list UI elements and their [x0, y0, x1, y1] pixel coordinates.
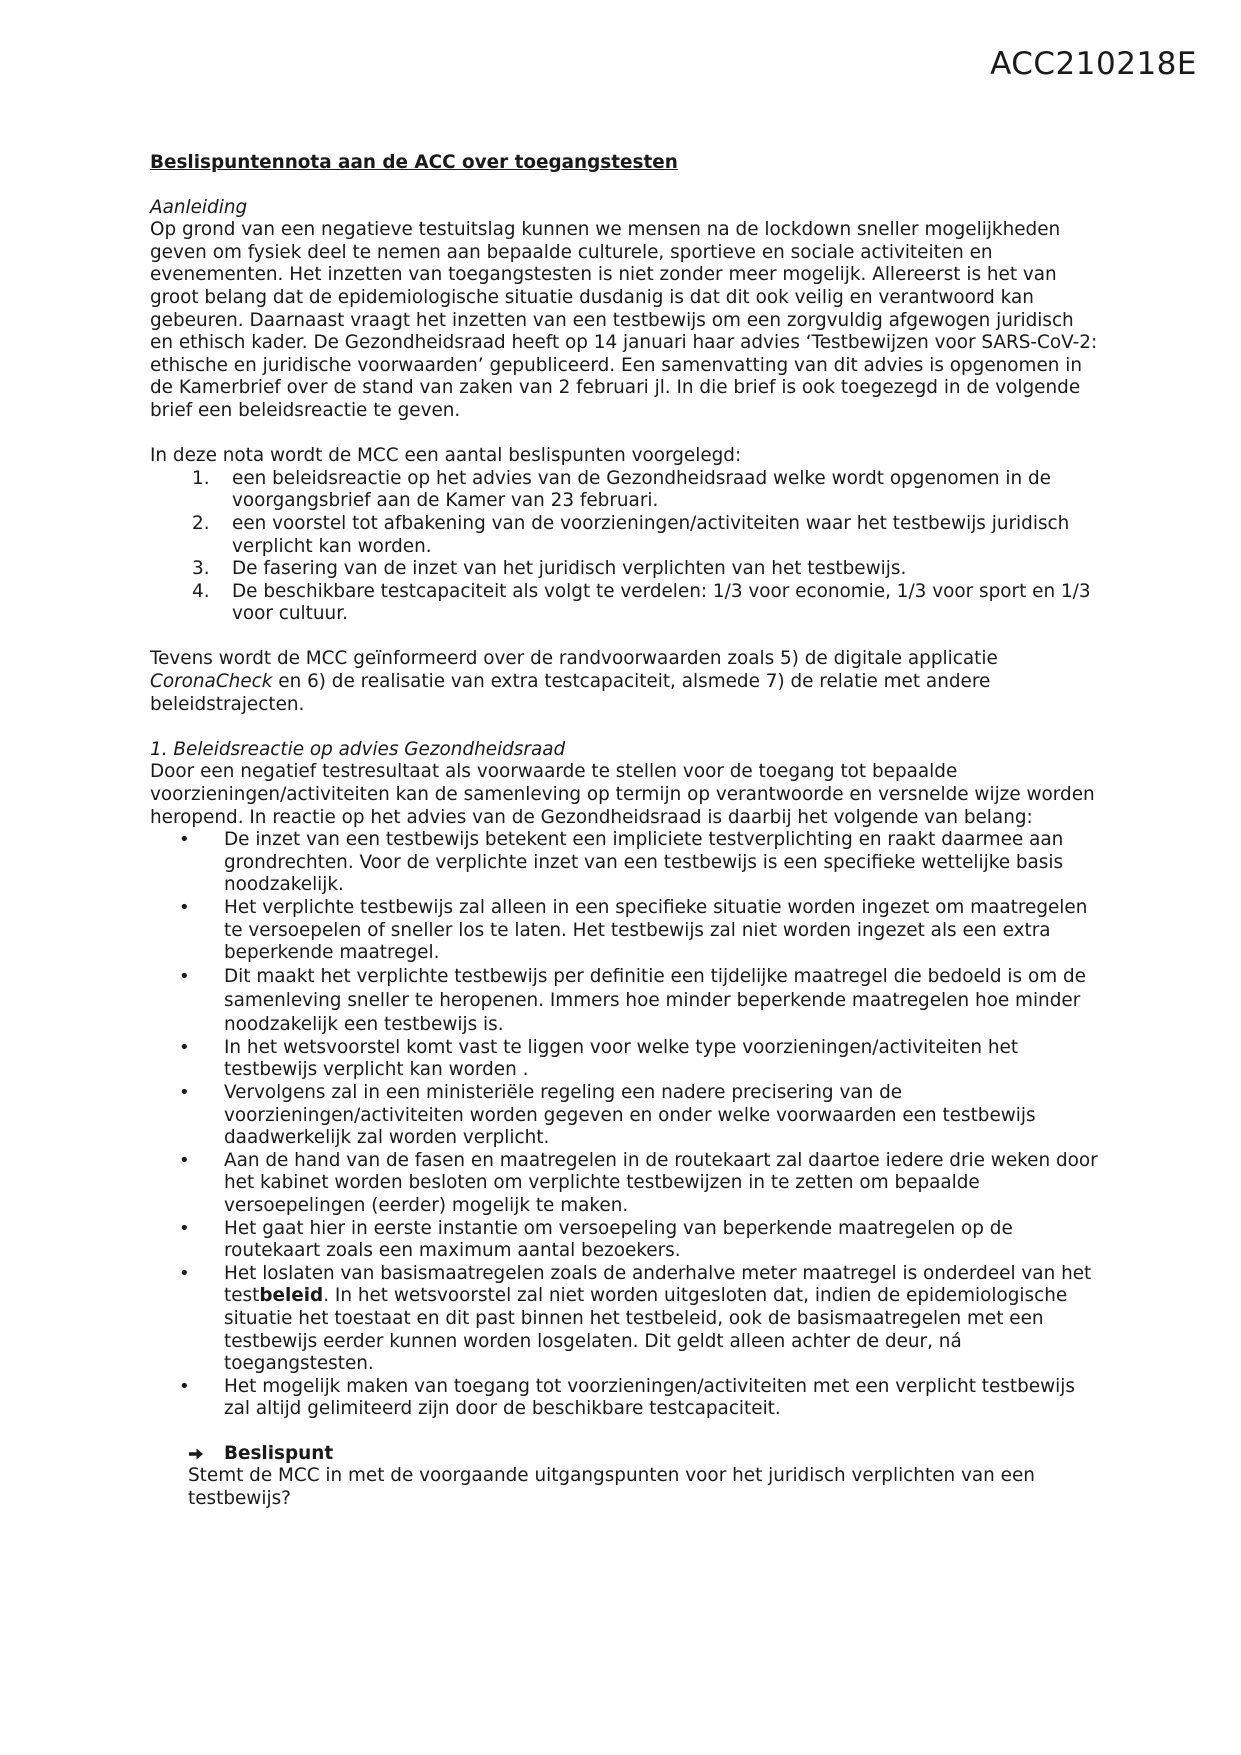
list-item-text: De beschikbare testcapaciteit als volgt te verdelen: 1/3 voor economie, 1/3 voor sport en 1/3 voor cultuur.: [232, 580, 1091, 625]
list-item: [150, 468, 1100, 513]
info-paragraph: [150, 648, 1100, 716]
list-number: 3.: [192, 558, 210, 580]
info-text-part2: en 6) de realisatie van extra testcapaciteit, alsmede 7) de relatie met andere beleidstrajecten.: [150, 671, 991, 715]
list-item: [150, 1218, 1100, 1263]
info-text-part1: Tevens wordt de MCC geïnformeerd over de randvoorwaarden zoals 5) de digitale applicatie: [150, 648, 998, 670]
list-item-text: Het gaat hier in eerste instantie om versoepeling van beperkende maatregelen op de routekaart zoals een maximum aantal bezoekers.: [224, 1217, 1013, 1262]
list-item: [150, 1082, 1100, 1150]
section-heading: 1. Beleidsreactie op advies Gezondheidsraad: [150, 738, 566, 760]
list-number: 2.: [192, 512, 210, 534]
list-number: 4.: [192, 580, 210, 602]
bullet-icon: •: [179, 1217, 190, 1239]
list-item-text: Vervolgens zal in een ministeriële regeling een nadere precisering van de voorzieningen/activiteiten worden gegeven en onder welke voorwaarden een testbewijs daadwerkelijk zal worden verplicht.: [224, 1081, 1036, 1149]
list-item-text: De fasering van de inzet van het juridisch verplichten van het testbewijs.: [232, 558, 907, 580]
decision-question: Stemt de MCC in met de voorgaande uitgangspunten voor het juridisch verplichten van een testbewijs?: [188, 1465, 1035, 1510]
list-number: 1.: [192, 467, 210, 489]
list-item-text: een voorstel tot afbakening van de voorzieningen/activiteiten waar het testbewijs juridisch verplicht kan worden.: [232, 512, 1070, 557]
list-item-text: De inzet van een testbewijs betekent een impliciete testverplichting en raakt daarmee aan grondrechten. Voor de verplichte inzet van een testbewijs is een specifieke wettelijke basis noodzakelijk.: [224, 829, 1064, 896]
list-item: [150, 558, 1100, 581]
list-item-text-before: Het loslaten van basismaatregelen zoals de anderhalve meter maatregel is onderdeel van het test: [224, 1262, 1092, 1307]
document-title: Beslispuntennota aan de ACC over toegangstesten: [150, 152, 678, 173]
decision-points-list: [150, 468, 1100, 626]
list-item-text: Het verplichte testbewijs zal alleen in een specifieke situatie worden ingezet om maatregelen te versoepelen of sneller los te laten. Het testbewijs zal niet worden ingezet als een extra beperkende maatregel.: [224, 897, 1088, 964]
intro-heading: Aanleiding: [150, 196, 248, 218]
bullet-list: [150, 829, 1100, 1421]
list-item-text: In het wetsvoorstel komt vast te liggen voor welke type voorzieningen/activiteiten het testbewijs verplicht kan worden .: [224, 1036, 1019, 1081]
bullet-icon: •: [179, 897, 190, 918]
intro-paragraph: Op grond van een negatieve testuitslag kunnen we mensen na de lockdown sneller mogelijkheden geven om fysiek deel te nemen aan bepaalde culturele, sportieve en sociale activiteiten en evenementen. Het inzetten van toegangstesten is niet zonder meer mogelijk. Allereerst is het van groot belang dat de epidemiologische situatie dusdanig is dat dit ook veilig en verantwoord kan gebeuren. Daarnaast vraagt het inzetten van een testbewijs om een zorgvuldig afgewogen juridisch en ethisch kader. De Gezondheidsraad heeft op 14 januari haar advies ‘Testbewijzen voor SARS-CoV-2: ethische en juridische voorwaarden’ gepubliceerd. Een samenvatting van dit advies is opgenomen in de Kamerbrief over de stand van zaken van 2 februari jl. In die brief is ook toegezegd in de volgende brief een beleidsreactie te geven.: [150, 219, 1098, 421]
section-intro: Door een negatief testresultaat als voorwaarde te stellen voor de toegang tot bepaalde voorzieningen/activiteiten kan de samenleving op termijn op verantwoorde en versnelde wijze worden heropend. In reactie op het advies van de Gezondheidsraad is daarbij het volgende van belang:: [150, 761, 1095, 828]
list-item: [150, 965, 1100, 1037]
list-item-text: Het mogelijk maken van toegang tot voorzieningen/activiteiten met een verplicht testbewijs zal altijd gelimiteerd zijn door de beschikbare testcapaciteit.: [224, 1375, 1075, 1420]
spacer: [150, 716, 1100, 739]
list-item-text: Aan de hand van de fasen en maatregelen in de routekaart zal daartoe iedere drie weken door het kabinet worden besloten om verplichte testbewijzen in te zetten om bepaalde versoepelingen (eerder) mogelijk te maken.: [224, 1149, 1098, 1216]
list-item: [150, 513, 1100, 558]
bullet-icon: •: [179, 1149, 190, 1171]
bullet-icon: •: [179, 1262, 190, 1284]
spacer: [150, 423, 1100, 446]
bullet-icon: •: [179, 965, 190, 987]
bullet-icon: •: [179, 1375, 190, 1397]
bullet-icon: •: [179, 829, 190, 851]
app-name: CoronaCheck: [150, 671, 273, 693]
decision-heading: [188, 1443, 1100, 1466]
points-intro: In deze nota wordt de MCC een aantal beslispunten voorgelegd:: [150, 445, 742, 467]
arrow-right-icon: [188, 1446, 204, 1462]
list-item: [150, 1037, 1100, 1082]
list-item: [150, 1376, 1100, 1421]
list-item-text: een beleidsreactie op het advies van de Gezondheidsraad welke wordt opgenomen in de voorgangsbrief aan de Kamer van 23 februari.: [232, 467, 1051, 512]
list-item: [150, 1150, 1100, 1218]
list-item: [150, 581, 1100, 626]
decision-label: Beslispunt: [224, 1442, 334, 1464]
spacer: [150, 626, 1100, 649]
document-code: ACC210218E: [990, 46, 1197, 82]
list-item-text: Dit maakt het verplichte testbewijs per definitie een tijdelijke maatregel die bedoeld is om de samenleving sneller te heropenen. Immers hoe minder beperkende maatregelen hoe minder noodzakelijk een testbewijs is.: [224, 965, 1086, 1035]
document-body: [150, 152, 1100, 1511]
bold-word: beleid: [259, 1285, 324, 1307]
bullet-icon: •: [179, 1036, 190, 1058]
list-item-text-after: . In het wetsvoorstel zal niet worden uitgesloten dat, indien de epidemiologische situatie het toestaat en dit past binnen het testbeleid, ook de basismaatregelen met een testbewijs eerder kunnen worden losgelaten. Dit geldt alleen achter de deur, ná toegangstesten.: [224, 1285, 1068, 1375]
list-item: [150, 897, 1100, 965]
decision-block: [150, 1443, 1100, 1511]
list-item: [150, 1263, 1100, 1376]
bullet-icon: •: [179, 1081, 190, 1103]
list-item: [150, 829, 1100, 897]
